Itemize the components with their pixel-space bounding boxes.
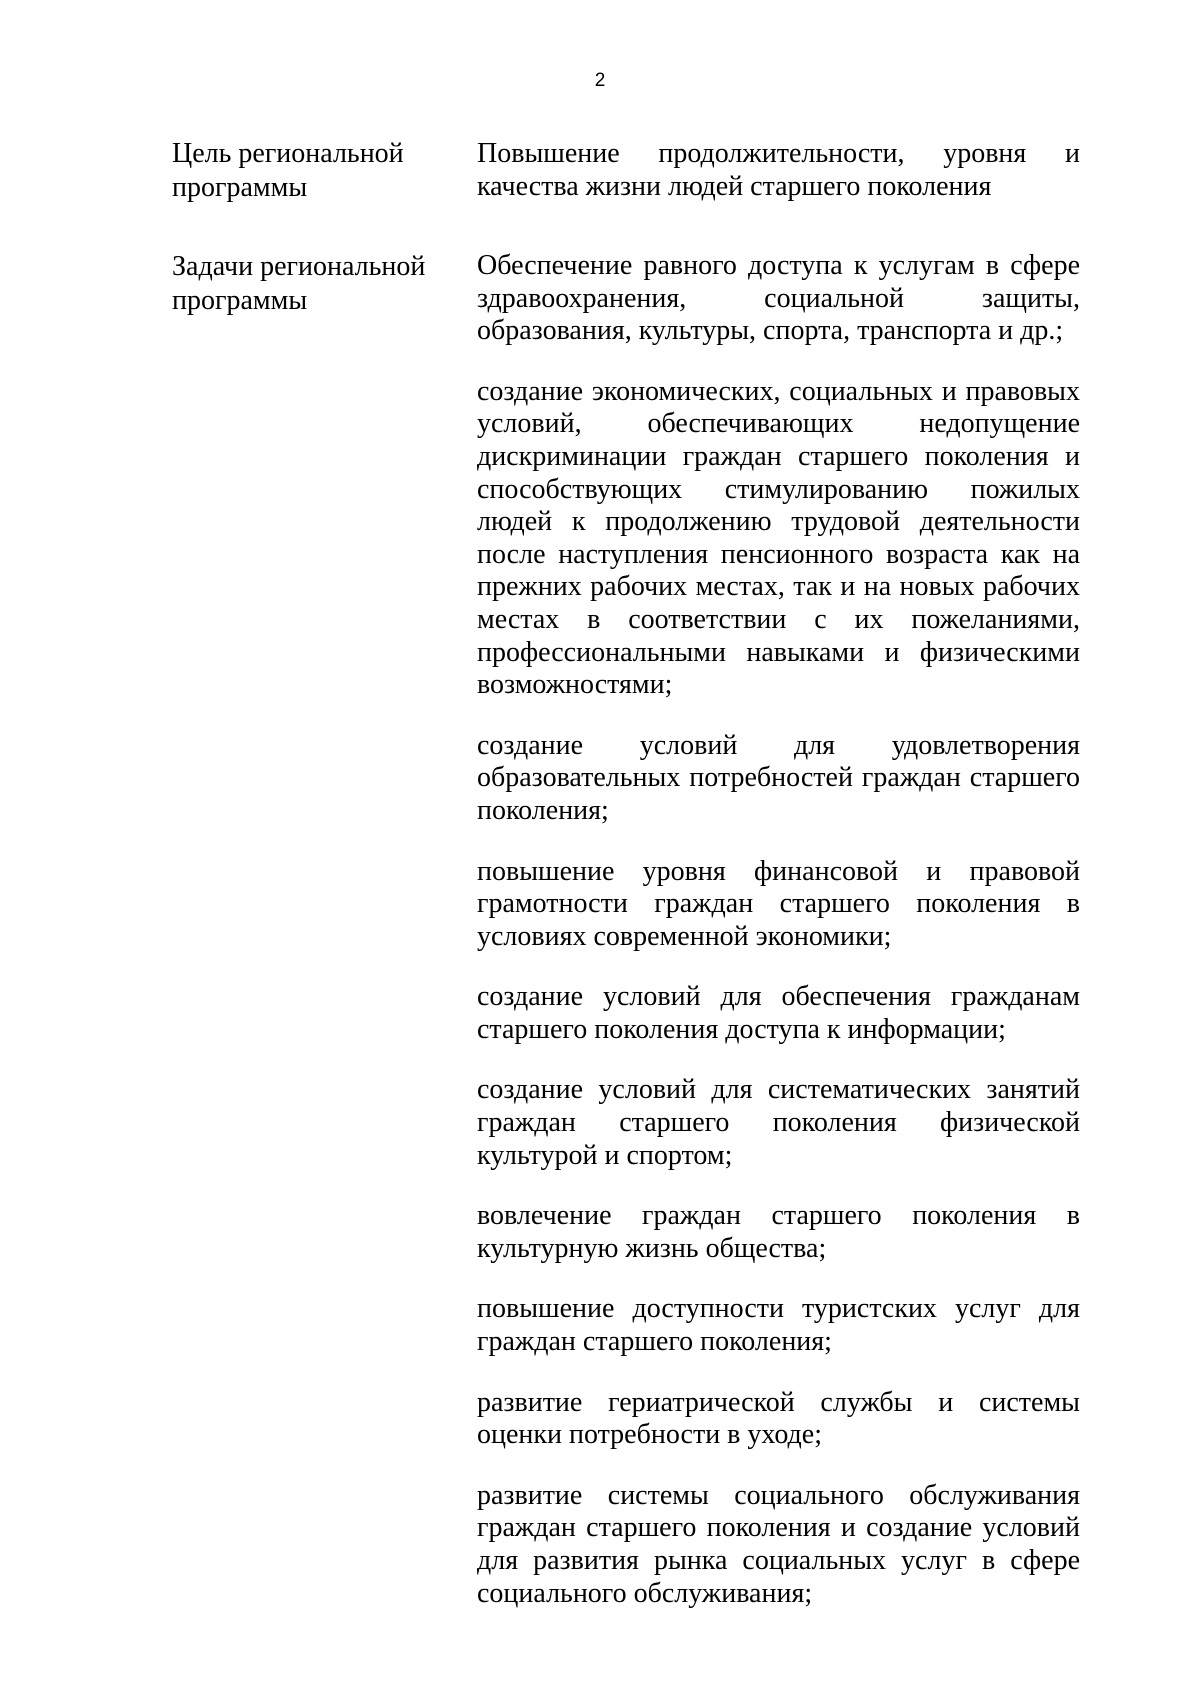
task-paragraph: развитие гериатрической службы и системы оценки потребности в уходе; [477, 1386, 1080, 1451]
task-paragraph: создание экономических, социальных и правовых условий, обеспечивающих недопущение дискриминации граждан старшего поколения и способствующих стимулированию пожилых людей к продолжению трудовой деятельности после наступления пенсионного возраста как на прежних рабочих местах, так и на новых рабочих местах в соответствии с их пожеланиями, профессиональными навыками и физическими возможностями; [477, 375, 1080, 701]
task-paragraph: создание условий для удовлетворения образовательных потребностей граждан старшего поколения; [477, 729, 1080, 826]
task-paragraph: развитие системы социального обслуживания граждан старшего поколения и создание условий для развития рынка социальных услуг в сфере социального обслуживания; [477, 1479, 1080, 1609]
task-paragraph: повышение доступности туристских услуг для граждан старшего поколения; [477, 1293, 1080, 1358]
task-paragraph: вовлечение граждан старшего поколения в культурную жизнь общества; [477, 1200, 1080, 1264]
task-paragraph: Обеспечение равного доступа к услугам в сфере здравоохранения, социальной защиты, образования, культуры, спорта, транспорта и др.; [477, 250, 1080, 347]
task-paragraph: создание условий для обеспечения гражданам старшего поколения доступа к информации; [477, 981, 1080, 1045]
program-goal-label: Цель региональной программы [172, 138, 404, 203]
task-paragraph: повышение уровня финансовой и правовой грамотности граждан старшего поколения в условиях современной экономики; [477, 855, 1080, 952]
program-goal-content [477, 137, 1080, 231]
program-tasks-label: Задачи региональной программы [172, 251, 426, 316]
task-paragraph: создание условий для систематических занятий граждан старшего поколения физической культурой и спортом; [477, 1074, 1080, 1171]
program-tasks-content [477, 250, 1080, 1638]
page-number: 2 [594, 70, 606, 91]
program-goal-text: Повышение продолжительности, уровня и качества жизни людей старшего поколения [477, 138, 1080, 202]
